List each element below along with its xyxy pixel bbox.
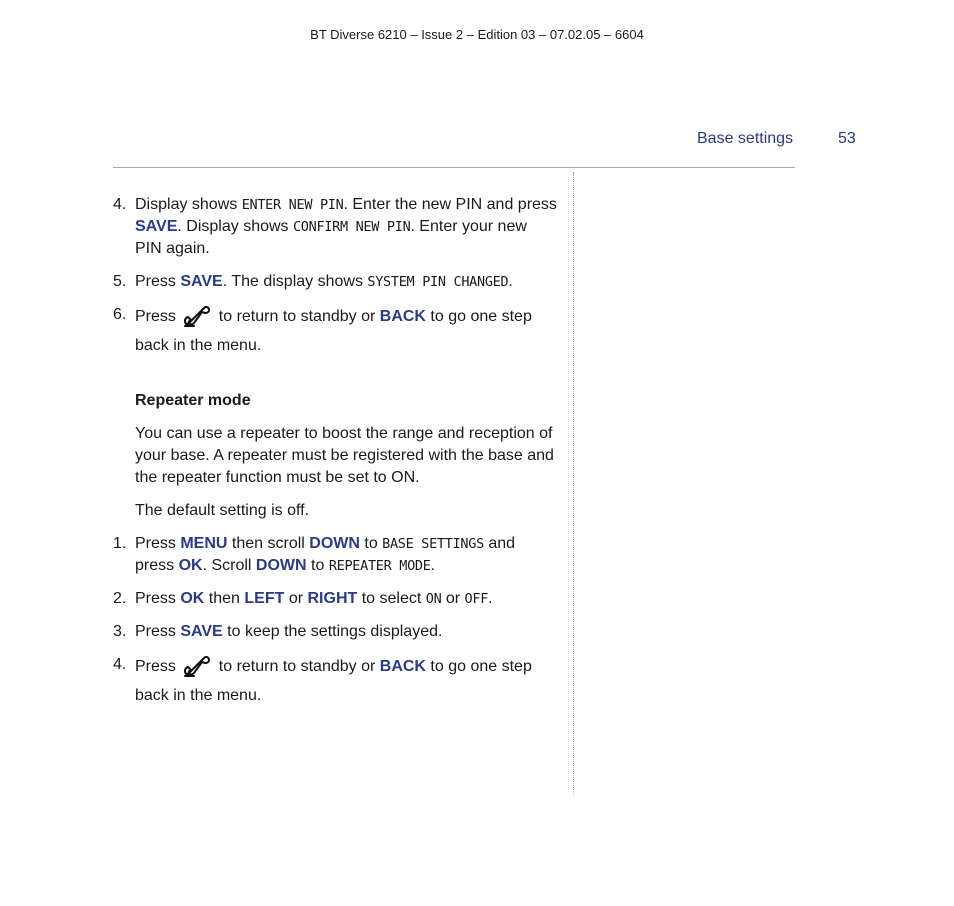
text: to go one step back in the menu. (135, 658, 532, 704)
list-item (113, 533, 558, 577)
column-divider (573, 172, 574, 794)
main-content (113, 194, 558, 718)
end-call-handset-icon (182, 654, 212, 685)
step-text (135, 533, 558, 577)
text: Press (135, 535, 181, 552)
text: . Enter the new PIN and press (343, 196, 557, 213)
text: Press (135, 590, 181, 607)
header-rule (113, 167, 795, 168)
text: Press (135, 273, 181, 290)
text: to go one step back in the menu. (135, 308, 532, 354)
text: then (204, 590, 245, 607)
step-number: 5. (113, 273, 127, 290)
step-text (135, 588, 558, 610)
list-item (113, 621, 558, 643)
display-text: ENTER NEW PIN (241, 197, 344, 213)
text: or (441, 590, 465, 607)
text: to (306, 557, 329, 574)
list-item (113, 194, 558, 260)
display-text: BASE SETTINGS (382, 536, 484, 552)
step-text (135, 271, 558, 293)
text: . Enter your new PIN again. (135, 218, 527, 257)
step-number: 3. (113, 623, 127, 640)
text: then scroll (227, 535, 310, 552)
text: to return to standby or (214, 308, 380, 325)
text: . (488, 590, 493, 607)
text: to (359, 535, 383, 552)
key-name: SAVE (180, 623, 223, 640)
text: Display shows (135, 196, 242, 213)
text: or (284, 590, 308, 607)
step-text (135, 654, 558, 707)
step-number: 6. (113, 306, 127, 323)
key-name: RIGHT (307, 590, 358, 607)
text: . Display shows (177, 218, 293, 235)
page-number: 53 (838, 130, 856, 147)
text: . The display shows (222, 273, 368, 290)
default-note: The default setting is off. (135, 502, 310, 519)
text: to select (357, 590, 426, 607)
step-number: 4. (113, 656, 127, 673)
display-text: OFF (464, 591, 489, 607)
text: . Scroll (202, 557, 256, 574)
list-item (113, 654, 558, 707)
key-name: BACK (379, 658, 426, 675)
text: . (430, 557, 436, 574)
end-call-handset-icon (182, 304, 212, 335)
key-name: MENU (180, 535, 228, 552)
step-text (135, 194, 558, 260)
step-text (135, 304, 558, 357)
display-text: ON (425, 591, 442, 607)
key-name: SAVE (180, 273, 223, 290)
key-name: SAVE (135, 218, 178, 235)
display-text: CONFIRM NEW PIN (292, 219, 411, 235)
list-item (113, 271, 558, 293)
list-item (113, 588, 558, 610)
key-name: OK (178, 557, 203, 574)
section-title: Base settings (697, 130, 794, 147)
key-name: DOWN (309, 535, 360, 552)
text: . (508, 273, 513, 290)
document-info-header: BT Diverse 6210 – Issue 2 – Edition 03 – 07.02.05 – 6604 (310, 27, 644, 42)
subheading-repeater-mode: Repeater mode (135, 392, 251, 409)
step-number: 1. (113, 535, 127, 552)
key-name: LEFT (244, 590, 285, 607)
list-item (113, 304, 558, 357)
display-text: SYSTEM PIN CHANGED (367, 274, 509, 290)
step-number: 4. (113, 196, 127, 213)
step-text (135, 621, 558, 643)
display-text: REPEATER MODE (328, 558, 431, 574)
text: Press (135, 308, 181, 325)
text: to return to standby or (214, 658, 380, 675)
step-number: 2. (113, 590, 127, 607)
key-name: DOWN (255, 557, 307, 574)
text: Press (135, 623, 181, 640)
text: to keep the settings displayed. (222, 623, 443, 640)
key-name: OK (180, 590, 205, 607)
text: and press (135, 535, 516, 574)
intro-paragraph: You can use a repeater to boost the range and reception of your base. A repeater must be registered with the base and the repeater function must be set to ON. (135, 425, 554, 486)
text: Press (135, 658, 181, 675)
key-name: BACK (379, 308, 426, 325)
